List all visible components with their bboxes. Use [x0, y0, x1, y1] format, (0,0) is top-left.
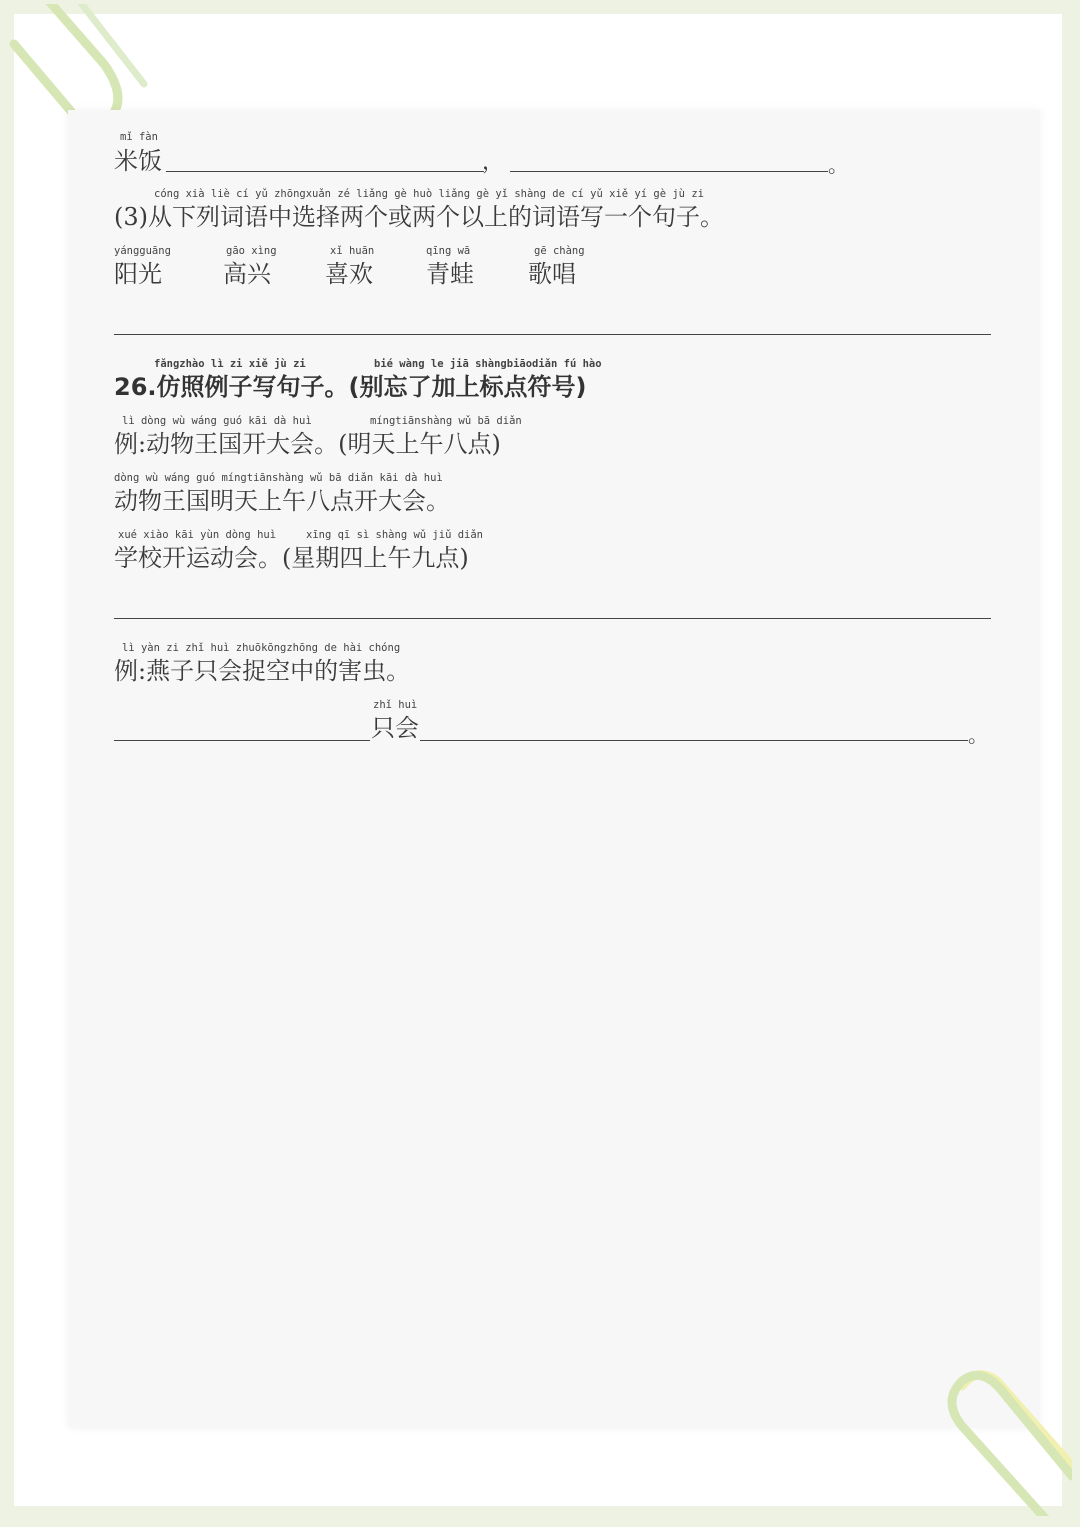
word-pinyin-4: qīng wā: [426, 245, 471, 257]
q3-question: (3)从下列词语中选择两个或两个以上的词语写一个句子。: [114, 203, 724, 231]
ex1-pinyin-a: lì dòng wù wáng guó kāi dà huì: [122, 415, 312, 427]
content-panel: [68, 110, 1040, 1428]
word-3: 喜欢: [325, 260, 373, 288]
paperclip-decoration-bottom: [902, 1326, 1072, 1516]
ex2-text: 例:燕子只会捉空中的害虫。: [114, 657, 411, 685]
task1-text: 学校开运动会。(星期四上午九点): [114, 544, 469, 572]
answer-blank-6[interactable]: [420, 740, 968, 741]
word-4: 青蛙: [426, 260, 474, 288]
q3-pinyin: cóng xià liè cí yǔ zhōngxuǎn zé liǎng gè huò liǎng gè yǐ shàng de cí yǔ xiě yí gè jù zi: [154, 188, 704, 200]
period: 。: [828, 153, 848, 177]
task1-pinyin-a: xué xiào kāi yùn dòng huì: [118, 529, 277, 541]
mifan-pinyin: mǐ fàn: [120, 131, 158, 143]
word-pinyin-1: yángguāng: [114, 245, 171, 257]
q26-pinyin-a: fǎngzhào lì zi xiě jù zi: [154, 358, 306, 370]
mifan-word: 米饭: [114, 147, 162, 175]
ex1-text: 例:动物王国开大会。(明天上午八点): [114, 430, 501, 458]
ex1-pinyin-b: míngtiānshàng wǔ bā diǎn: [370, 415, 522, 427]
task2-text: 只会: [371, 714, 419, 742]
ex2-pinyin: lì yàn zi zhǐ huì zhuōkōngzhōng de hài chóng: [122, 642, 401, 654]
answer-blank-2[interactable]: [510, 171, 828, 172]
q26-pinyin-b: bié wàng le jiā shàngbiāodiǎn fú hào: [374, 358, 602, 370]
answer-blank-1[interactable]: [166, 171, 484, 172]
task2-period: 。: [968, 723, 988, 747]
task2-pinyin: zhǐ huì: [373, 699, 418, 711]
word-pinyin-5: gē chàng: [534, 245, 585, 257]
word-1: 阳光: [114, 260, 162, 288]
ex1-answer-pinyin: dòng wù wáng guó míngtiānshàng wǔ bā diǎn kāi dà huì: [114, 472, 443, 484]
answer-line-4[interactable]: [114, 618, 991, 619]
q26-heading: 26.仿照例子写句子。(别忘了加上标点符号): [114, 373, 587, 401]
word-5: 歌唱: [528, 260, 576, 288]
word-pinyin-2: gāo xìng: [226, 245, 277, 257]
answer-line-3[interactable]: [114, 334, 991, 335]
word-2: 高兴: [223, 260, 271, 288]
answer-blank-5[interactable]: [114, 740, 370, 741]
task1-pinyin-b: xīng qī sì shàng wǔ jiǔ diǎn: [306, 529, 484, 541]
word-pinyin-3: xǐ huān: [330, 245, 375, 257]
comma: ，: [482, 150, 505, 175]
worksheet-page: [14, 14, 1062, 1506]
ex1-answer-text: 动物王国明天上午八点开大会。: [114, 487, 450, 515]
